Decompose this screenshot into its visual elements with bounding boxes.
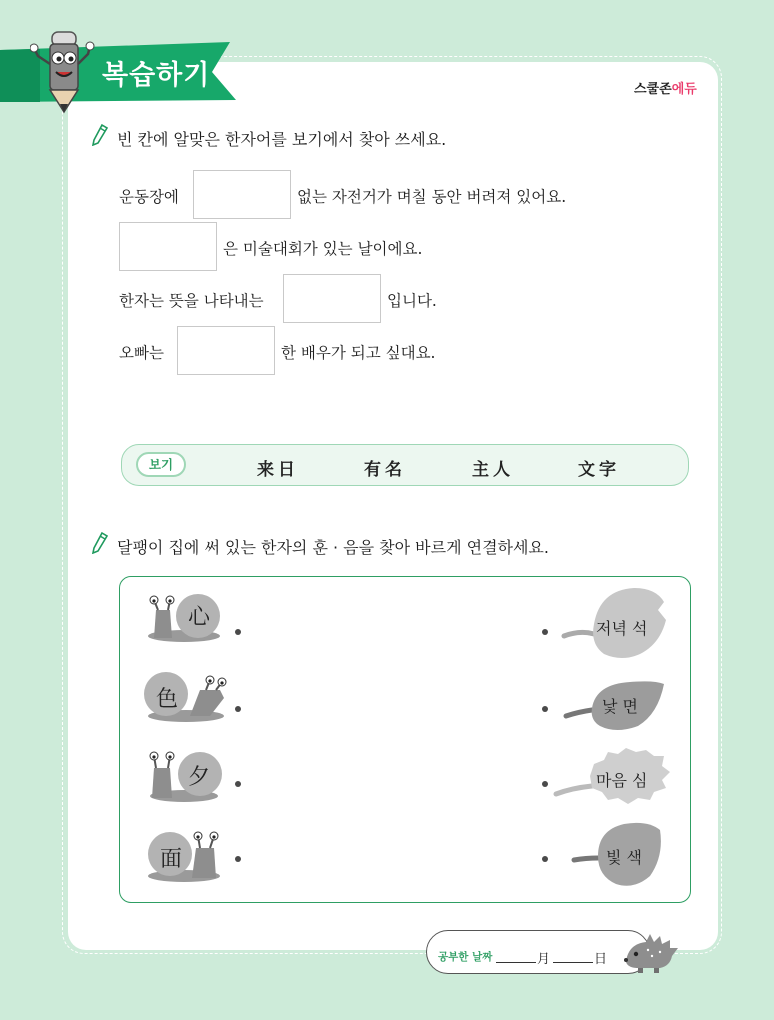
example-word-3: 主人	[472, 460, 514, 480]
right-connect-dot-1[interactable]	[542, 629, 548, 635]
answer-blank-3[interactable]	[283, 274, 381, 323]
snail-icon	[144, 748, 224, 804]
section1-instruction: 빈 칸에 알맞은 한자어를 보기에서 찾아 쓰세요.	[117, 130, 447, 149]
snail-icon	[140, 668, 232, 724]
day-blank[interactable]	[553, 962, 593, 963]
pencil-icon	[92, 532, 108, 554]
snail-hanja-1: 心	[188, 605, 211, 630]
section2-instruction: 달팽이 집에 써 있는 한자의 훈 · 음을 찾아 바르게 연결하세요.	[117, 538, 549, 557]
page-title: 복습하기	[102, 60, 211, 91]
study-date-label: 공부한 날짜	[438, 951, 493, 963]
sentence-3-after: 입니다.	[387, 292, 437, 310]
sentence-1-before: 운동장에	[119, 188, 179, 206]
left-connect-dot-4[interactable]	[235, 856, 241, 862]
leaf-text-1: 저녁 석	[596, 619, 648, 638]
sentence-3-before: 한자는 뜻을 나타내는	[119, 292, 264, 310]
example-word-2: 有名	[364, 460, 406, 480]
right-connect-dot-2[interactable]	[542, 706, 548, 712]
snail-hanja-3: 夕	[188, 765, 211, 790]
snail-icon	[140, 590, 224, 646]
answer-blank-1[interactable]	[193, 170, 291, 219]
answer-blank-2[interactable]	[119, 222, 217, 271]
left-connect-dot-2[interactable]	[235, 706, 241, 712]
example-badge: 보기	[136, 452, 186, 477]
brand-part2: 에듀	[671, 82, 697, 97]
example-word-4: 文字	[578, 460, 620, 480]
snail-hanja-2: 色	[156, 687, 179, 712]
pencil-icon	[92, 124, 108, 146]
right-connect-dot-3[interactable]	[542, 781, 548, 787]
pencil-mascot-icon	[30, 26, 96, 116]
leaf-text-2: 낯 면	[602, 697, 638, 716]
month-blank[interactable]	[496, 962, 536, 963]
sentence-4-before: 오빠는	[119, 344, 164, 362]
sentence-2-after: 은 미술대회가 있는 날이에요.	[223, 240, 423, 258]
hedgehog-icon	[620, 930, 680, 974]
left-connect-dot-1[interactable]	[235, 629, 241, 635]
brand-part1: 스쿨존	[634, 82, 672, 97]
answer-blank-4[interactable]	[177, 326, 275, 375]
snail-hanja-4: 面	[160, 847, 183, 872]
example-word-1: 来日	[257, 460, 299, 480]
snail-icon	[144, 826, 224, 884]
sentence-4-after: 한 배우가 되고 싶대요.	[281, 344, 436, 362]
leaf-text-4: 빛 색	[606, 848, 642, 867]
left-connect-dot-3[interactable]	[235, 781, 241, 787]
day-label: 日	[594, 952, 608, 967]
month-label: 月	[537, 952, 551, 967]
sentence-1-after: 없는 자전거가 며칠 동안 버려져 있어요.	[297, 188, 567, 206]
brand-logo	[634, 78, 697, 97]
leaf-text-3: 마음 심	[596, 771, 648, 790]
right-connect-dot-4[interactable]	[542, 856, 548, 862]
